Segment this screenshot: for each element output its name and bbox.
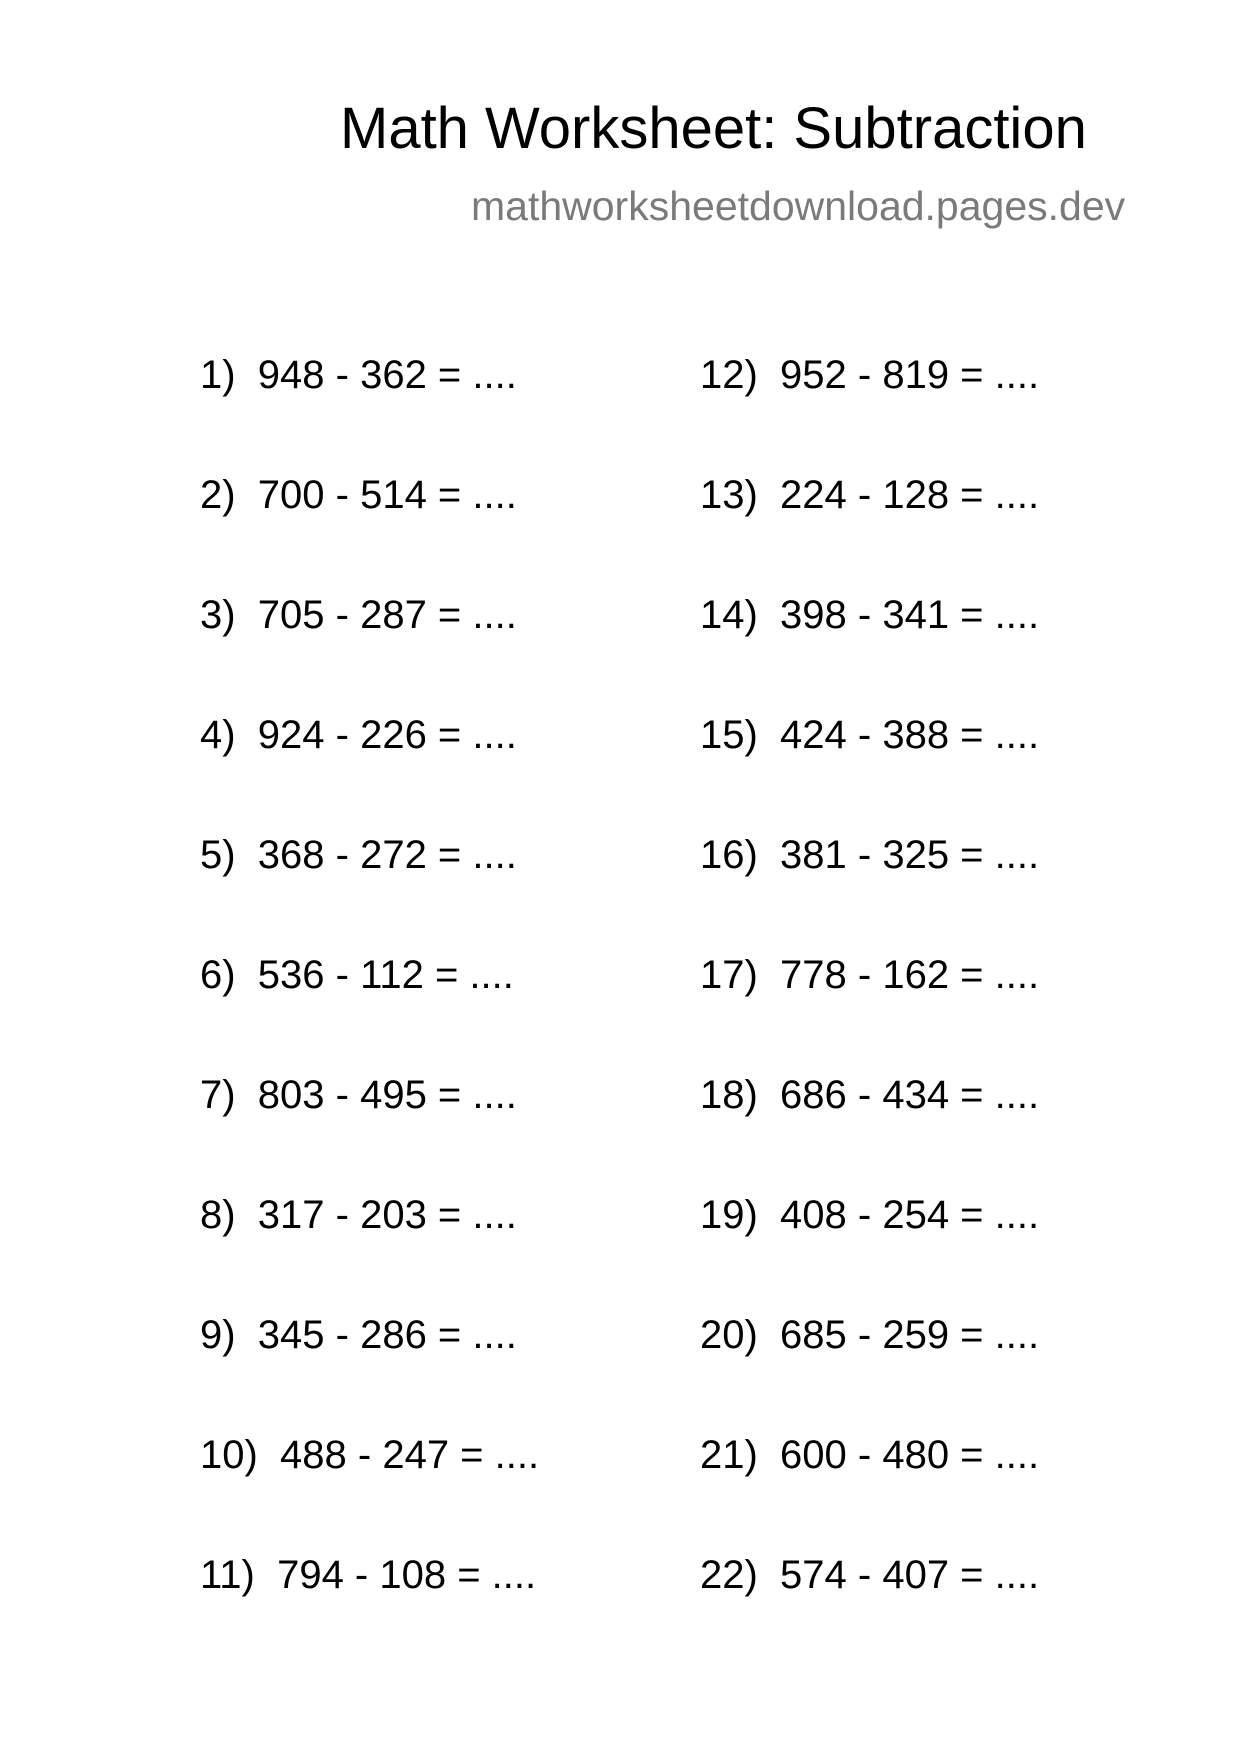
problems-right-column bbox=[700, 355, 1039, 1675]
problem-15: 15) 424 - 388 = .... bbox=[700, 713, 1040, 757]
problem-14: 14) 398 - 341 = .... bbox=[700, 593, 1040, 637]
problem-18: 18) 686 - 434 = .... bbox=[700, 1073, 1040, 1117]
problem-4: 4) 924 - 226 = .... bbox=[200, 713, 517, 757]
problem-22: 22) 574 - 407 = .... bbox=[700, 1553, 1040, 1597]
site-url: mathworksheetdownload.pages.dev bbox=[471, 183, 1126, 229]
problems-left-column bbox=[200, 355, 539, 1675]
problem-21: 21) 600 - 480 = .... bbox=[700, 1433, 1040, 1477]
problem-8: 8) 317 - 203 = .... bbox=[200, 1193, 517, 1237]
problem-5: 5) 368 - 272 = .... bbox=[200, 833, 517, 877]
problem-16: 16) 381 - 325 = .... bbox=[700, 833, 1040, 877]
problem-17: 17) 778 - 162 = .... bbox=[700, 953, 1040, 997]
problem-11: 11) 794 - 108 = .... bbox=[200, 1553, 537, 1597]
problem-1: 1) 948 - 362 = .... bbox=[200, 353, 517, 397]
page-title: Math Worksheet: Subtraction bbox=[340, 96, 1087, 161]
problem-9: 9) 345 - 286 = .... bbox=[200, 1313, 517, 1357]
problem-13: 13) 224 - 128 = .... bbox=[700, 473, 1040, 517]
problem-3: 3) 705 - 287 = .... bbox=[200, 593, 517, 637]
problem-6: 6) 536 - 112 = .... bbox=[200, 953, 514, 997]
problem-20: 20) 685 - 259 = .... bbox=[700, 1313, 1040, 1357]
problem-12: 12) 952 - 819 = .... bbox=[700, 353, 1040, 397]
problem-2: 2) 700 - 514 = .... bbox=[200, 473, 517, 517]
problem-19: 19) 408 - 254 = .... bbox=[700, 1193, 1040, 1237]
problem-10: 10) 488 - 247 = .... bbox=[200, 1433, 540, 1477]
problem-7: 7) 803 - 495 = .... bbox=[200, 1073, 517, 1117]
